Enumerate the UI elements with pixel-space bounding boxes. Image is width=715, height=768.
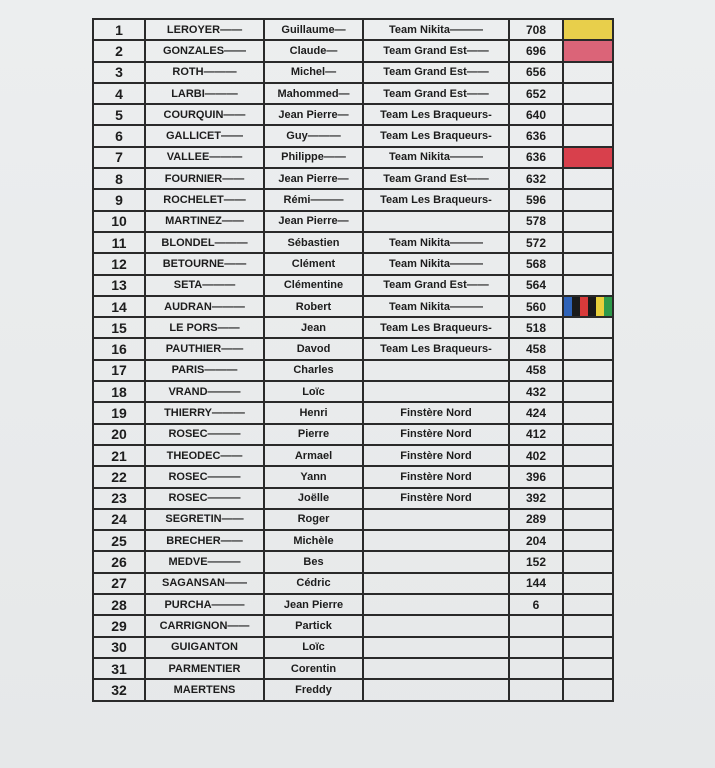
first-name-cell: Corentin bbox=[264, 658, 363, 679]
marker-cell bbox=[563, 211, 613, 232]
last-name-cell: SETA——— bbox=[145, 275, 264, 296]
score-cell bbox=[509, 658, 563, 679]
jersey-stripe bbox=[564, 297, 572, 316]
rank-cell: 5 bbox=[93, 104, 145, 125]
last-name-cell: GUIGANTON bbox=[145, 637, 264, 658]
score-cell: 458 bbox=[509, 338, 563, 359]
team-cell: Team Les Braqueurs- bbox=[363, 104, 509, 125]
first-name-cell: Jean Pierre— bbox=[264, 104, 363, 125]
table-row bbox=[93, 296, 613, 317]
team-cell bbox=[363, 381, 509, 402]
last-name-cell: PURCHA——— bbox=[145, 594, 264, 615]
team-cell: Team Grand Est—— bbox=[363, 275, 509, 296]
table-row bbox=[93, 338, 613, 359]
first-name-cell: Armael bbox=[264, 445, 363, 466]
team-cell bbox=[363, 573, 509, 594]
team-cell: Finstère Nord bbox=[363, 466, 509, 487]
last-name-cell: ROSEC——— bbox=[145, 488, 264, 509]
rank-cell: 1 bbox=[93, 19, 145, 40]
team-cell: Team Nikita——— bbox=[363, 147, 509, 168]
table-row bbox=[93, 615, 613, 636]
team-cell: Team Nikita——— bbox=[363, 232, 509, 253]
table-row bbox=[93, 317, 613, 338]
team-cell bbox=[363, 551, 509, 572]
marker-cell bbox=[563, 232, 613, 253]
rank-cell: 22 bbox=[93, 466, 145, 487]
table-row bbox=[93, 232, 613, 253]
marker-cell bbox=[563, 253, 613, 274]
team-cell bbox=[363, 594, 509, 615]
table-row bbox=[93, 573, 613, 594]
table-row bbox=[93, 424, 613, 445]
last-name-cell: THEODEC—— bbox=[145, 445, 264, 466]
score-cell: 572 bbox=[509, 232, 563, 253]
team-cell: Team Grand Est—— bbox=[363, 83, 509, 104]
rank-cell: 21 bbox=[93, 445, 145, 466]
first-name-cell: Michel— bbox=[264, 62, 363, 83]
last-name-cell: SEGRETIN—— bbox=[145, 509, 264, 530]
last-name-cell: FOURNIER—— bbox=[145, 168, 264, 189]
rank-cell: 15 bbox=[93, 317, 145, 338]
first-name-cell: Philippe—— bbox=[264, 147, 363, 168]
score-cell: 656 bbox=[509, 62, 563, 83]
rank-cell: 7 bbox=[93, 147, 145, 168]
last-name-cell: LE PORS—— bbox=[145, 317, 264, 338]
jersey-stripe bbox=[580, 297, 588, 316]
table-row bbox=[93, 211, 613, 232]
marker-cell bbox=[563, 445, 613, 466]
table-row bbox=[93, 466, 613, 487]
rank-cell: 29 bbox=[93, 615, 145, 636]
first-name-cell: Cédric bbox=[264, 573, 363, 594]
marker-cell bbox=[563, 338, 613, 359]
first-name-cell: Claude— bbox=[264, 40, 363, 61]
score-cell: 708 bbox=[509, 19, 563, 40]
rank-cell: 19 bbox=[93, 402, 145, 423]
table-row bbox=[93, 509, 613, 530]
rank-cell: 26 bbox=[93, 551, 145, 572]
rank-cell: 28 bbox=[93, 594, 145, 615]
score-cell: 564 bbox=[509, 275, 563, 296]
rank-cell: 32 bbox=[93, 679, 145, 700]
score-cell: 412 bbox=[509, 424, 563, 445]
first-name-cell: Jean Pierre— bbox=[264, 211, 363, 232]
table-row bbox=[93, 594, 613, 615]
color-swatch bbox=[564, 41, 612, 60]
rank-cell: 14 bbox=[93, 296, 145, 317]
last-name-cell: ROSEC——— bbox=[145, 424, 264, 445]
table-row bbox=[93, 83, 613, 104]
rank-cell: 25 bbox=[93, 530, 145, 551]
last-name-cell: COURQUIN—— bbox=[145, 104, 264, 125]
last-name-cell: MARTINEZ—— bbox=[145, 211, 264, 232]
rank-cell: 27 bbox=[93, 573, 145, 594]
score-cell: 652 bbox=[509, 83, 563, 104]
score-cell: 289 bbox=[509, 509, 563, 530]
score-cell: 424 bbox=[509, 402, 563, 423]
rank-cell: 30 bbox=[93, 637, 145, 658]
jersey-stripe bbox=[588, 297, 596, 316]
first-name-cell: Jean Pierre bbox=[264, 594, 363, 615]
table-row bbox=[93, 637, 613, 658]
table-row bbox=[93, 488, 613, 509]
first-name-cell: Guy——— bbox=[264, 125, 363, 146]
score-cell: 152 bbox=[509, 551, 563, 572]
table-row bbox=[93, 551, 613, 572]
rank-cell: 16 bbox=[93, 338, 145, 359]
table-row bbox=[93, 253, 613, 274]
first-name-cell: Sébastien bbox=[264, 232, 363, 253]
team-cell: Team Nikita——— bbox=[363, 19, 509, 40]
marker-cell bbox=[563, 466, 613, 487]
last-name-cell: MEDVE——— bbox=[145, 551, 264, 572]
last-name-cell: PARIS——— bbox=[145, 360, 264, 381]
last-name-cell: SAGANSAN—— bbox=[145, 573, 264, 594]
table-row bbox=[93, 530, 613, 551]
first-name-cell: Yann bbox=[264, 466, 363, 487]
marker-cell bbox=[563, 189, 613, 210]
score-cell: 204 bbox=[509, 530, 563, 551]
rank-cell: 8 bbox=[93, 168, 145, 189]
table-row bbox=[93, 381, 613, 402]
last-name-cell: LARBI——— bbox=[145, 83, 264, 104]
rank-cell: 20 bbox=[93, 424, 145, 445]
marker-cell bbox=[563, 679, 613, 700]
score-cell: 632 bbox=[509, 168, 563, 189]
results-table-body bbox=[93, 19, 613, 701]
score-cell: 458 bbox=[509, 360, 563, 381]
table-row bbox=[93, 658, 613, 679]
table-row bbox=[93, 360, 613, 381]
last-name-cell: BETOURNE—— bbox=[145, 253, 264, 274]
score-cell: 392 bbox=[509, 488, 563, 509]
team-cell bbox=[363, 679, 509, 700]
team-cell: Team Grand Est—— bbox=[363, 40, 509, 61]
team-cell bbox=[363, 530, 509, 551]
last-name-cell: GONZALES—— bbox=[145, 40, 264, 61]
team-cell: Team Les Braqueurs- bbox=[363, 338, 509, 359]
first-name-cell: Loïc bbox=[264, 637, 363, 658]
marker-cell bbox=[563, 424, 613, 445]
marker-cell bbox=[563, 488, 613, 509]
rank-cell: 13 bbox=[93, 275, 145, 296]
team-cell bbox=[363, 615, 509, 636]
marker-cell bbox=[563, 40, 613, 61]
first-name-cell: Jean bbox=[264, 317, 363, 338]
team-cell: Team Les Braqueurs- bbox=[363, 317, 509, 338]
first-name-cell: Pierre bbox=[264, 424, 363, 445]
rank-cell: 12 bbox=[93, 253, 145, 274]
team-cell bbox=[363, 360, 509, 381]
marker-cell bbox=[563, 147, 613, 168]
team-cell: Team Grand Est—— bbox=[363, 62, 509, 83]
jersey-stripe bbox=[596, 297, 604, 316]
table-row bbox=[93, 62, 613, 83]
marker-cell bbox=[563, 168, 613, 189]
team-cell bbox=[363, 637, 509, 658]
team-cell: Finstère Nord bbox=[363, 402, 509, 423]
last-name-cell: ROCHELET—— bbox=[145, 189, 264, 210]
rank-cell: 2 bbox=[93, 40, 145, 61]
score-cell: 432 bbox=[509, 381, 563, 402]
color-swatch bbox=[564, 148, 612, 167]
score-cell: 560 bbox=[509, 296, 563, 317]
rank-cell: 3 bbox=[93, 62, 145, 83]
last-name-cell: VRAND——— bbox=[145, 381, 264, 402]
marker-cell bbox=[563, 509, 613, 530]
last-name-cell: ROTH——— bbox=[145, 62, 264, 83]
marker-cell bbox=[563, 275, 613, 296]
team-cell: Team Nikita——— bbox=[363, 253, 509, 274]
last-name-cell: PAUTHIER—— bbox=[145, 338, 264, 359]
score-cell bbox=[509, 679, 563, 700]
table-row bbox=[93, 679, 613, 700]
team-cell bbox=[363, 509, 509, 530]
last-name-cell: LEROYER—— bbox=[145, 19, 264, 40]
score-cell: 640 bbox=[509, 104, 563, 125]
table-row bbox=[93, 104, 613, 125]
rank-cell: 11 bbox=[93, 232, 145, 253]
marker-cell bbox=[563, 530, 613, 551]
score-cell: 636 bbox=[509, 147, 563, 168]
last-name-cell: ROSEC——— bbox=[145, 466, 264, 487]
rank-cell: 4 bbox=[93, 83, 145, 104]
first-name-cell: Rémi——— bbox=[264, 189, 363, 210]
first-name-cell: Robert bbox=[264, 296, 363, 317]
first-name-cell: Michèle bbox=[264, 530, 363, 551]
marker-cell bbox=[563, 104, 613, 125]
score-cell: 596 bbox=[509, 189, 563, 210]
first-name-cell: Mahommed— bbox=[264, 83, 363, 104]
score-cell: 144 bbox=[509, 573, 563, 594]
score-cell bbox=[509, 615, 563, 636]
last-name-cell: VALLEE——— bbox=[145, 147, 264, 168]
last-name-cell: CARRIGNON—— bbox=[145, 615, 264, 636]
table-row bbox=[93, 445, 613, 466]
score-cell: 568 bbox=[509, 253, 563, 274]
first-name-cell: Roger bbox=[264, 509, 363, 530]
table-row bbox=[93, 275, 613, 296]
marker-cell bbox=[563, 62, 613, 83]
marker-cell bbox=[563, 83, 613, 104]
marker-cell bbox=[563, 658, 613, 679]
team-cell bbox=[363, 658, 509, 679]
rank-cell: 17 bbox=[93, 360, 145, 381]
rank-cell: 10 bbox=[93, 211, 145, 232]
last-name-cell: GALLICET—— bbox=[145, 125, 264, 146]
color-swatch bbox=[564, 20, 612, 39]
marker-cell bbox=[563, 402, 613, 423]
first-name-cell: Jean Pierre— bbox=[264, 168, 363, 189]
first-name-cell: Clémentine bbox=[264, 275, 363, 296]
team-cell: Finstère Nord bbox=[363, 424, 509, 445]
last-name-cell: BLONDEL——— bbox=[145, 232, 264, 253]
marker-cell bbox=[563, 19, 613, 40]
first-name-cell: Bes bbox=[264, 551, 363, 572]
marker-cell bbox=[563, 551, 613, 572]
table-row bbox=[93, 402, 613, 423]
rank-cell: 23 bbox=[93, 488, 145, 509]
rank-cell: 9 bbox=[93, 189, 145, 210]
first-name-cell: Freddy bbox=[264, 679, 363, 700]
table-row bbox=[93, 168, 613, 189]
rank-cell: 18 bbox=[93, 381, 145, 402]
marker-cell bbox=[563, 594, 613, 615]
first-name-cell: Joëlle bbox=[264, 488, 363, 509]
first-name-cell: Guillaume— bbox=[264, 19, 363, 40]
table-row bbox=[93, 125, 613, 146]
first-name-cell: Clément bbox=[264, 253, 363, 274]
team-cell: Finstère Nord bbox=[363, 488, 509, 509]
table-row bbox=[93, 147, 613, 168]
last-name-cell: THIERRY——— bbox=[145, 402, 264, 423]
jersey-stripe bbox=[604, 297, 612, 316]
score-cell: 518 bbox=[509, 317, 563, 338]
last-name-cell: AUDRAN——— bbox=[145, 296, 264, 317]
marker-cell bbox=[563, 573, 613, 594]
score-cell: 578 bbox=[509, 211, 563, 232]
first-name-cell: Charles bbox=[264, 360, 363, 381]
marker-cell bbox=[563, 317, 613, 338]
marker-cell bbox=[563, 125, 613, 146]
first-name-cell: Davod bbox=[264, 338, 363, 359]
striped-jersey-swatch bbox=[564, 297, 612, 316]
team-cell: Team Les Braqueurs- bbox=[363, 189, 509, 210]
team-cell bbox=[363, 211, 509, 232]
marker-cell bbox=[563, 381, 613, 402]
score-cell: 6 bbox=[509, 594, 563, 615]
jersey-stripe bbox=[572, 297, 580, 316]
first-name-cell: Loïc bbox=[264, 381, 363, 402]
marker-cell bbox=[563, 637, 613, 658]
team-cell: Team Grand Est—— bbox=[363, 168, 509, 189]
last-name-cell: PARMENTIER bbox=[145, 658, 264, 679]
results-table bbox=[92, 18, 614, 702]
table-row bbox=[93, 40, 613, 61]
team-cell: Team Les Braqueurs- bbox=[363, 125, 509, 146]
team-cell: Team Nikita——— bbox=[363, 296, 509, 317]
first-name-cell: Henri bbox=[264, 402, 363, 423]
table-row bbox=[93, 189, 613, 210]
rank-cell: 6 bbox=[93, 125, 145, 146]
marker-cell bbox=[563, 615, 613, 636]
first-name-cell: Partick bbox=[264, 615, 363, 636]
last-name-cell: BRECHER—— bbox=[145, 530, 264, 551]
score-cell: 402 bbox=[509, 445, 563, 466]
score-cell: 396 bbox=[509, 466, 563, 487]
rank-cell: 24 bbox=[93, 509, 145, 530]
score-cell: 696 bbox=[509, 40, 563, 61]
score-cell bbox=[509, 637, 563, 658]
rank-cell: 31 bbox=[93, 658, 145, 679]
team-cell: Finstère Nord bbox=[363, 445, 509, 466]
last-name-cell: MAERTENS bbox=[145, 679, 264, 700]
score-cell: 636 bbox=[509, 125, 563, 146]
marker-cell bbox=[563, 360, 613, 381]
marker-cell bbox=[563, 296, 613, 317]
table-row bbox=[93, 19, 613, 40]
